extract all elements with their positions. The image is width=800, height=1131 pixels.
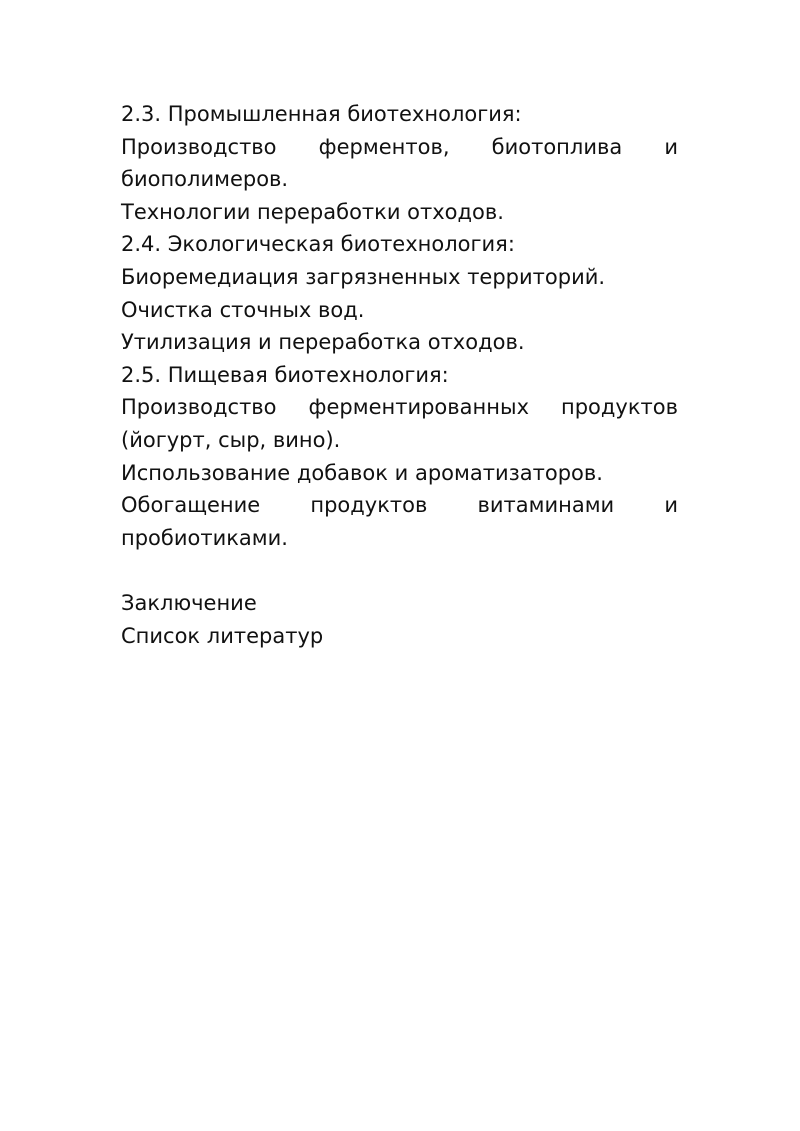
section-2-3-item-1-line-2: биополимеров. [121, 167, 289, 192]
section-2-5-item-1-line-2: (йогурт, сыр, вино). [121, 427, 341, 452]
section-2-4-item-2: Очистка сточных вод. [121, 297, 365, 322]
section-2-3-heading: 2.3. Промышленная биотехнология: [121, 102, 522, 126]
conclusion-heading: Заключение [121, 590, 257, 615]
section-2-5-item-1-line-1: Производство ферментированных продуктов [121, 395, 678, 420]
section-2-5-heading: 2.5. Пищевая биотехнология: [121, 362, 449, 387]
section-2-5-item-2: Использование добавок и ароматизаторов. [121, 460, 603, 485]
section-2-3-item-1-line-1: Производство ферментов, биотоплива и [121, 134, 678, 159]
section-2-4-item-1: Биоремедиация загрязненных территорий. [121, 264, 606, 289]
blank-line [121, 554, 678, 587]
document-body [121, 98, 678, 652]
section-2-5-item-3-line-1: Обогащение продуктов витаминами и [121, 493, 678, 518]
section-2-3-item-2: Технологии переработки отходов. [121, 199, 504, 224]
section-2-4-item-3: Утилизация и переработка отходов. [121, 330, 525, 355]
section-2-4-heading: 2.4. Экологическая биотехнология: [121, 232, 515, 257]
section-2-5-item-3-line-2: пробиотиками. [121, 525, 288, 550]
references-heading: Список литератур [121, 623, 324, 648]
